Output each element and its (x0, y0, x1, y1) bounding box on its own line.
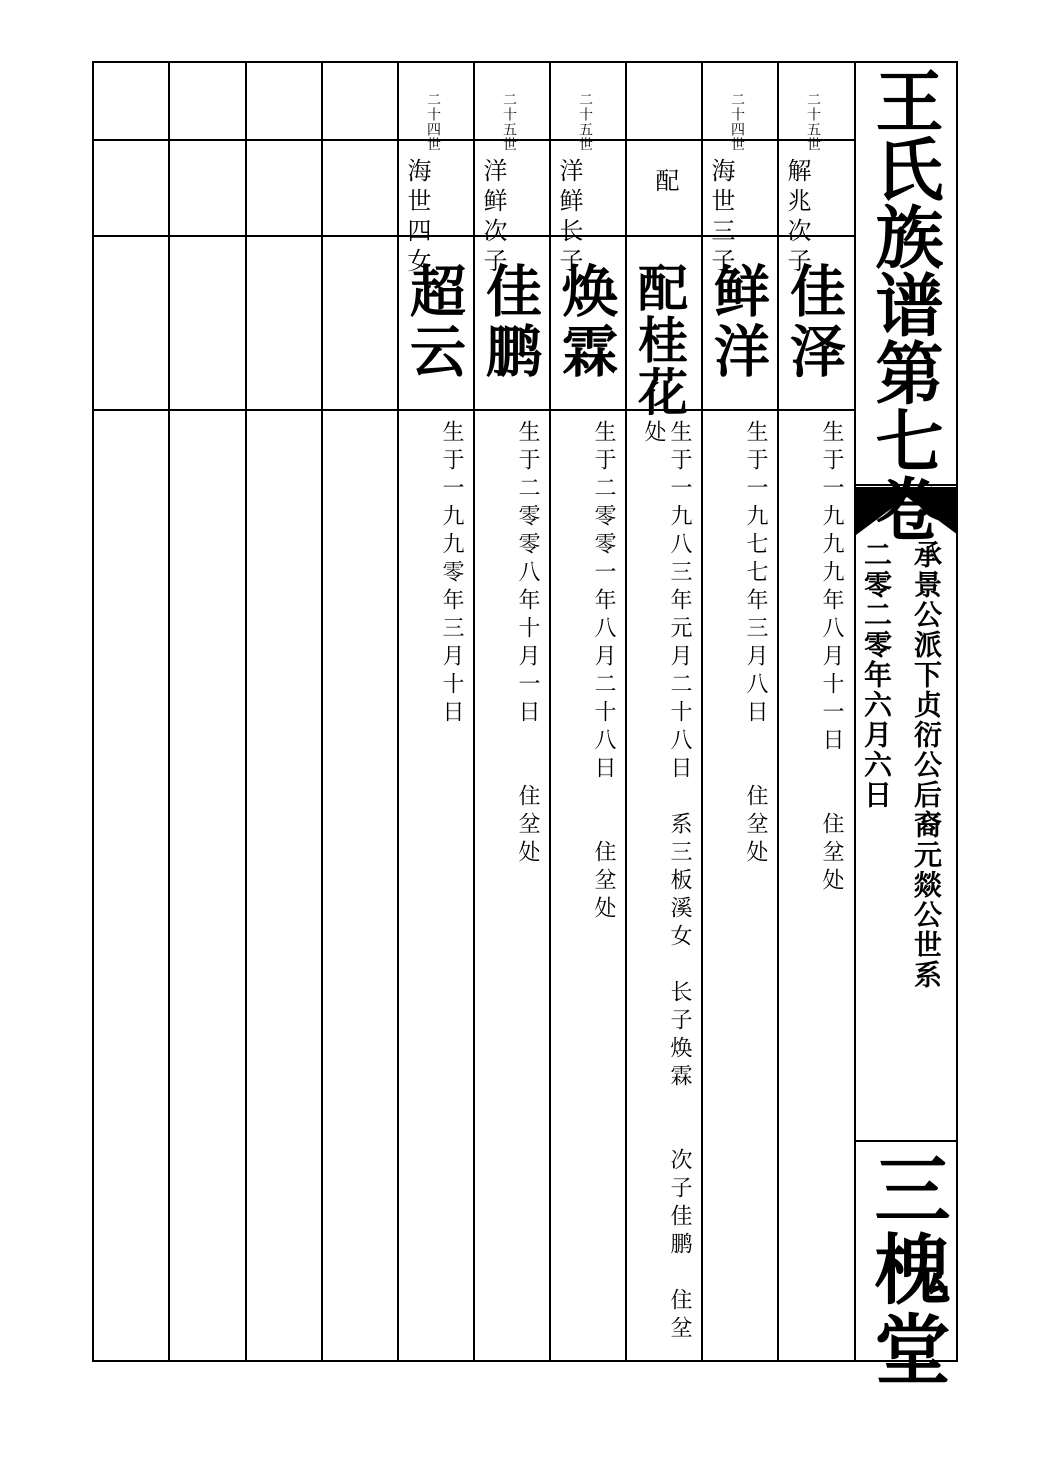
title-column-divider (854, 61, 856, 1362)
person-bio: 生于二零零一年八月二十八日 住坌处 (591, 420, 616, 924)
person-name: 焕霖 (553, 262, 619, 382)
lineage-subtitle: 承景公派下贞衍公后裔元燚公世系 (910, 540, 943, 990)
column-divider (549, 61, 551, 1362)
person-name: 配桂花 (630, 262, 689, 418)
book-title: 王氏族谱第七卷 (864, 66, 944, 542)
column-divider (625, 61, 627, 1362)
person-bio: 生于二零零八年十月一日 住坌处 (515, 420, 540, 868)
person-name: 超云 (401, 262, 467, 382)
relation-label: 洋鲜长子 (555, 158, 583, 278)
person-bio: 生于一九七七年三月八日 住坌处 (743, 420, 768, 868)
person-name: 鲜洋 (705, 262, 771, 382)
compile-date: 二零二零年六月六日 (860, 540, 893, 810)
column-divider (321, 61, 323, 1362)
column-divider (168, 61, 170, 1362)
hall-separator (854, 1140, 958, 1142)
column-divider (245, 61, 247, 1362)
relation-label: 海世三子 (707, 158, 735, 278)
person-bio: 生于一九九九年八月十一日 住坌处 (819, 420, 844, 896)
relation-label: 解兆次子 (783, 158, 811, 278)
relation-label: 海世四女 (403, 158, 431, 278)
generation-label: 二十五世 (805, 92, 821, 152)
column-divider (701, 61, 703, 1362)
row-divider (92, 409, 854, 411)
generation-label: 二十五世 (501, 92, 517, 152)
generation-label: 二十四世 (425, 92, 441, 152)
column-divider (397, 61, 399, 1362)
hall-name: 三槐堂 (862, 1150, 951, 1390)
person-name: 佳泽 (781, 262, 847, 382)
person-name: 佳鹏 (477, 262, 543, 382)
column-divider (777, 61, 779, 1362)
generation-label: 二十四世 (729, 92, 745, 152)
relation-label: 洋鲜次子 (479, 158, 507, 278)
relation-label: 配 (651, 168, 679, 198)
generation-label: 二十五世 (577, 92, 593, 152)
person-bio: 生于一九八三年元月二十八日 系三板溪女 长子焕霖 次子佳鹏 住坌处 (641, 420, 692, 1344)
person-bio: 生于一九九零年三月十日 (439, 420, 464, 728)
row-divider (92, 235, 854, 237)
column-divider (473, 61, 475, 1362)
